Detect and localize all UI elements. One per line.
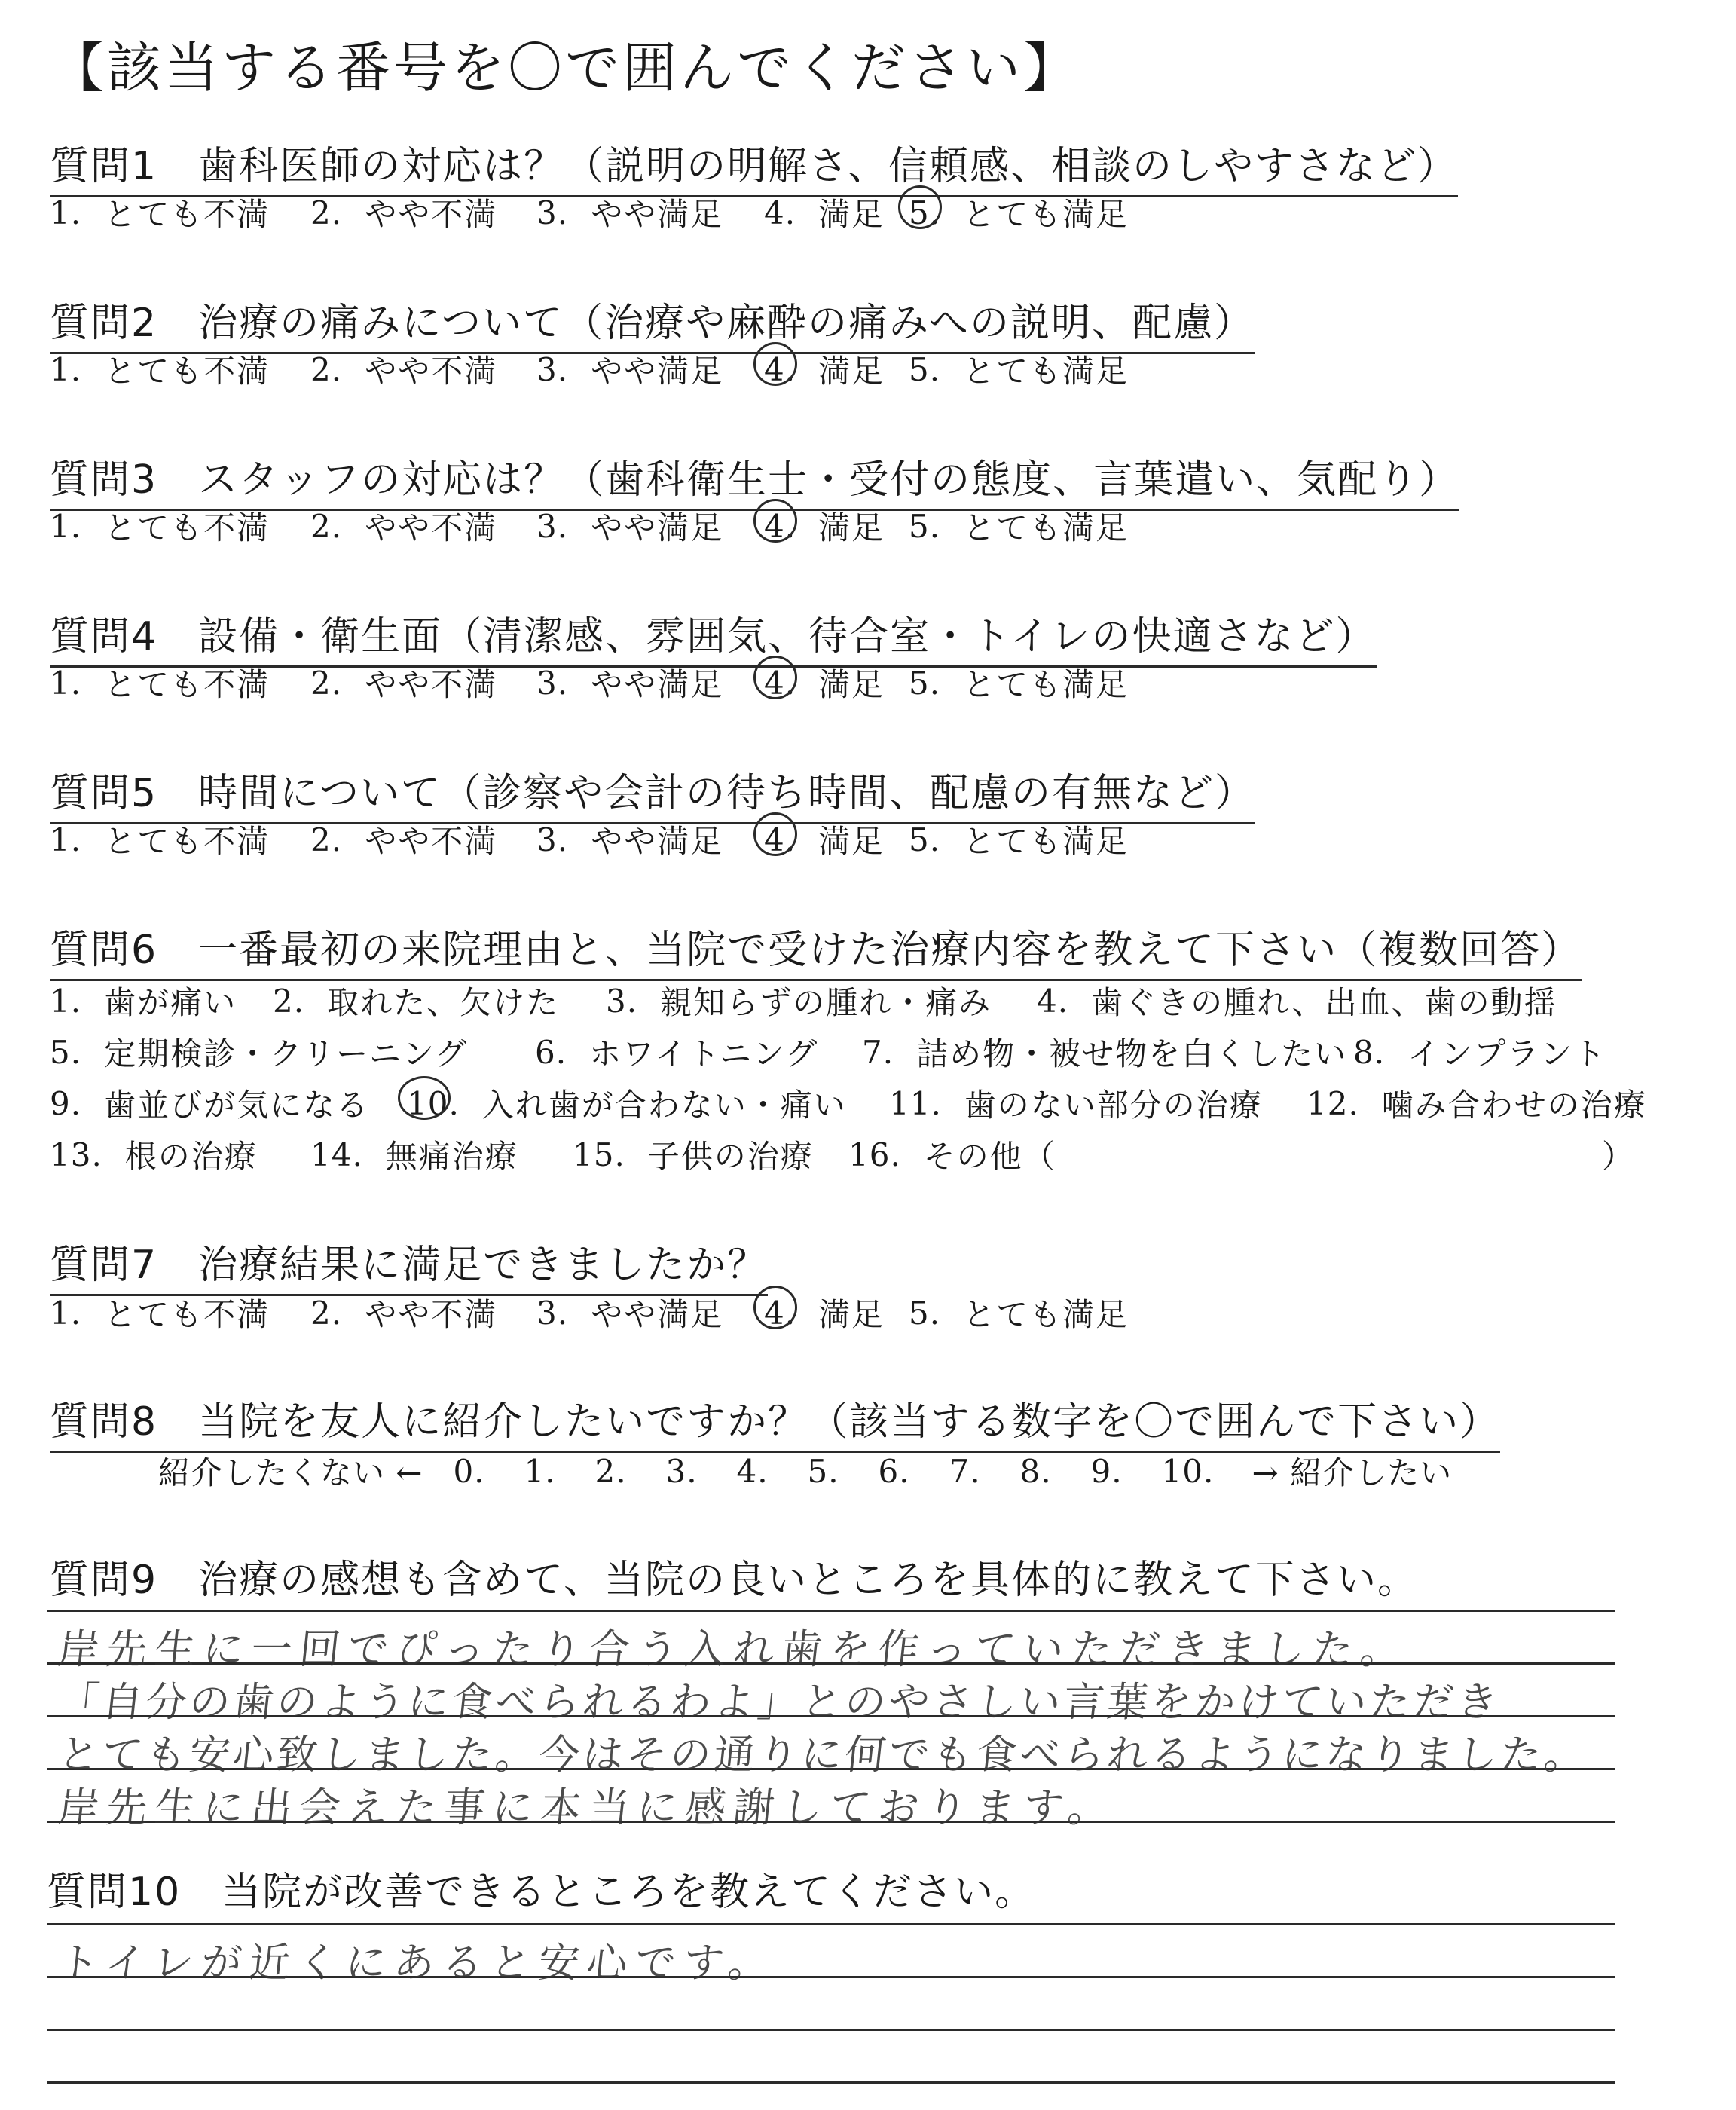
q7-options bbox=[50, 1290, 1129, 1335]
q1-option-4[interactable]: 4. 満足 bbox=[764, 194, 885, 233]
q6-option-12[interactable]: 12. 噛み合わせの治療 bbox=[1307, 1084, 1647, 1124]
q6-option-14[interactable]: 14. 無痛治療 bbox=[310, 1136, 518, 1175]
q9-answer-line-2[interactable]: 「自分の歯のように食べられるわよ」とのやさしい言葉をかけていただき bbox=[56, 1678, 1503, 1726]
q10-header: 質問10 当院が改善できるところを教えてください。 bbox=[47, 1870, 1036, 1915]
q6-option-7[interactable]: 7. 詰め物・被せ物を白くしたい bbox=[862, 1033, 1348, 1072]
q6-option-3[interactable]: 3. 親知らずの腫れ・痛み bbox=[606, 982, 992, 1021]
q3-option-3[interactable]: 3. やや満足 bbox=[536, 507, 724, 546]
q10-line-rule-4 bbox=[47, 2081, 1615, 2084]
q6-option-6[interactable]: 6. ホワイトニング bbox=[535, 1033, 819, 1072]
q6-option-4[interactable]: 4. 歯ぐきの腫れ、出血、歯の動揺 bbox=[1037, 982, 1557, 1021]
nps-option-4[interactable]: 4. bbox=[736, 1452, 769, 1490]
q5-option-1[interactable]: 1. とても不満 bbox=[50, 821, 270, 860]
q6-option-16[interactable]: 16. その他（ bbox=[848, 1136, 1056, 1175]
q3-option-1[interactable]: 1. とても不満 bbox=[50, 507, 270, 546]
q2-option-2[interactable]: 2. やや不満 bbox=[310, 350, 498, 390]
q4-option-4[interactable]: 4. 満足 bbox=[764, 660, 909, 705]
q6-other-close-paren: ） bbox=[1602, 1138, 1635, 1175]
q5-header: 質問5 時間について（診察や会計の待ち時間、配慮の有無など） bbox=[50, 761, 1255, 824]
q2-option-4[interactable]: 4. 満足 bbox=[764, 347, 909, 392]
q5-option-5[interactable]: 5. とても満足 bbox=[909, 821, 1129, 860]
q7-option-5[interactable]: 5. とても満足 bbox=[909, 1294, 1129, 1333]
nps-option-2[interactable]: 2. bbox=[594, 1452, 627, 1490]
q5-option-3[interactable]: 3. やや満足 bbox=[536, 821, 724, 860]
q3-options bbox=[50, 503, 1129, 549]
q10-line-rule-1 bbox=[47, 1923, 1615, 1925]
q6-option-5[interactable]: 5. 定期検診・クリーニング bbox=[50, 1033, 469, 1072]
nps-option-10[interactable]: 10. bbox=[1161, 1452, 1215, 1490]
q6-option-1[interactable]: 1. 歯が痛い bbox=[50, 982, 237, 1021]
q1-option-2[interactable]: 2. やや不満 bbox=[310, 194, 498, 233]
q1-option-5[interactable]: 5. とても満足 bbox=[909, 190, 1129, 235]
q9-answer-line-3[interactable]: とても安心致しました。今はその通りに何でも食べられるようになりました。 bbox=[56, 1731, 1591, 1778]
q4-header: 質問4 設備・衛生面（清潔感、雰囲気、待合室・トイレの快適さなど） bbox=[50, 604, 1377, 668]
q6-option-9[interactable]: 9. 歯並びが気になる bbox=[50, 1084, 370, 1124]
q2-option-5[interactable]: 5. とても満足 bbox=[909, 350, 1129, 390]
q4-option-2[interactable]: 2. やや不満 bbox=[310, 664, 498, 703]
nps-option-7[interactable]: 7. bbox=[949, 1452, 981, 1490]
q3-header: 質問3 スタッフの対応は？（歯科衛生士・受付の態度、言葉遣い、気配り） bbox=[50, 448, 1459, 511]
q9-header: 質問9 治療の感想も含めて、当院の良いところを具体的に教えて下さい。 bbox=[50, 1558, 1419, 1603]
q7-option-4[interactable]: 4. 満足 bbox=[764, 1290, 909, 1335]
q9-answer-line-4[interactable]: 岸先生に出会えた事に本当に感謝しております。 bbox=[56, 1784, 1119, 1831]
q9-line-rule-1 bbox=[47, 1610, 1615, 1612]
nps-option-8[interactable]: 8. bbox=[1019, 1452, 1052, 1490]
q6-option-13[interactable]: 13. 根の治療 bbox=[50, 1136, 258, 1175]
q6-row-3 bbox=[50, 1081, 1647, 1126]
nps-option-5[interactable]: 5. bbox=[807, 1452, 839, 1490]
nps-option-9[interactable]: 9. bbox=[1090, 1452, 1123, 1490]
q4-option-5[interactable]: 5. とても満足 bbox=[909, 664, 1129, 703]
q2-option-3[interactable]: 3. やや満足 bbox=[536, 350, 724, 390]
q4-option-1[interactable]: 1. とても不満 bbox=[50, 664, 270, 703]
q7-header: 質問7 治療結果に満足できましたか？ bbox=[50, 1233, 768, 1296]
q4-option-3[interactable]: 3. やや満足 bbox=[536, 664, 724, 703]
q2-option-1[interactable]: 1. とても不満 bbox=[50, 350, 270, 390]
q5-option-2[interactable]: 2. やや不満 bbox=[310, 821, 498, 860]
nps-option-3[interactable]: 3. bbox=[665, 1452, 698, 1490]
q6-option-11[interactable]: 11. 歯のない部分の治療 bbox=[889, 1084, 1263, 1124]
form-title: 【該当する番号を〇で囲んでください】 bbox=[50, 36, 1081, 99]
q3-option-2[interactable]: 2. やや不満 bbox=[310, 507, 498, 546]
q1-option-3[interactable]: 3. やや満足 bbox=[536, 194, 724, 233]
q7-option-1[interactable]: 1. とても不満 bbox=[50, 1294, 270, 1333]
q6-row-2 bbox=[50, 1029, 1606, 1075]
q6-header: 質問6 一番最初の来院理由と、当院で受けた治療内容を教えて下さい（複数回答） bbox=[50, 918, 1582, 981]
q9-answer-line-1[interactable]: 岸先生に一回でぴったり合う入れ歯を作っていただきました。 bbox=[56, 1625, 1411, 1673]
nps-left-label: 紹介したくない ← bbox=[158, 1454, 423, 1491]
q8-header: 質問8 当院を友人に紹介したいですか？（該当する数字を〇で囲んで下さい） bbox=[50, 1390, 1500, 1453]
q10-answer-line-1[interactable]: トイレが近くにあると安心です。 bbox=[56, 1939, 779, 1986]
q6-row-1 bbox=[50, 978, 1557, 1023]
nps-option-6[interactable]: 6. bbox=[878, 1452, 910, 1490]
q4-options bbox=[50, 660, 1129, 705]
q6-option-15[interactable]: 15. 子供の治療 bbox=[573, 1136, 814, 1175]
q3-option-5[interactable]: 5. とても満足 bbox=[909, 507, 1129, 546]
q1-header: 質問1 歯科医師の対応は？（説明の明解さ、信頼感、相談のしやすさなど） bbox=[50, 134, 1458, 197]
q10-line-rule-3 bbox=[47, 2029, 1615, 2031]
nps-option-0[interactable]: 0. bbox=[453, 1452, 485, 1490]
q2-header: 質問2 治療の痛みについて（治療や麻酔の痛みへの説明、配慮） bbox=[50, 291, 1255, 354]
q7-option-2[interactable]: 2. やや不満 bbox=[310, 1294, 498, 1333]
q5-option-4[interactable]: 4. 満足 bbox=[764, 817, 909, 862]
q1-option-1[interactable]: 1. とても不満 bbox=[50, 194, 270, 233]
q6-row-4 bbox=[50, 1132, 1634, 1177]
q6-option-10[interactable]: 10. 入れ歯が合わない・痛い bbox=[407, 1081, 889, 1126]
q5-options bbox=[50, 817, 1129, 862]
q8-nps-scale bbox=[158, 1448, 1452, 1494]
q1-options bbox=[50, 190, 1129, 235]
nps-right-label: → 紹介したい bbox=[1252, 1454, 1453, 1491]
nps-option-1[interactable]: 1. bbox=[524, 1452, 556, 1490]
q6-option-8[interactable]: 8. インプラント bbox=[1353, 1033, 1607, 1072]
q2-options bbox=[50, 347, 1129, 392]
q3-option-4[interactable]: 4. 満足 bbox=[764, 503, 909, 549]
q6-option-2[interactable]: 2. 取れた、欠けた bbox=[273, 982, 560, 1021]
q7-option-3[interactable]: 3. やや満足 bbox=[536, 1294, 724, 1333]
